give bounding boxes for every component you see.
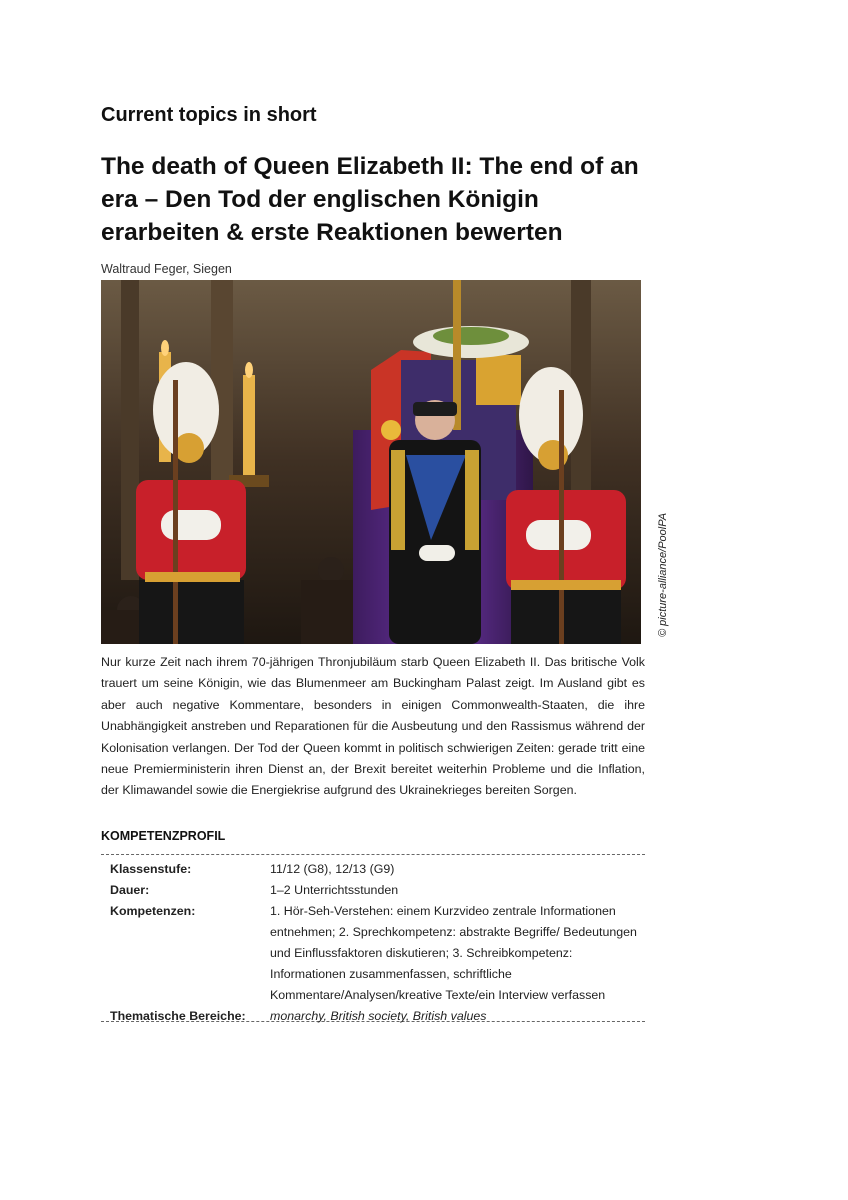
candle-right — [243, 375, 255, 475]
profile-key: Thematische Bereiche: — [110, 1009, 246, 1023]
intro-paragraph: Nur kurze Zeit nach ihrem 70-jährigen Thronjubiläum starb Queen Elizabeth II. Das britische Volk trauert um seine Königin, wie das Blumenmeer am Buckingham Palast zeigt. Im Ausland gibt es aber auch negative Kommentare, besonders in einigen Commonwealth-Staaten, die ihre Unabhängigkeit anstreben und Reparationen für die Ausbeutung und den Rassismus während der Kolonisation verlangen. Der Tod der Queen kommt in politisch schwierigen Zeiten: gerade tritt eine neue Premierministerin ihren Dienst an, der Brexit bereitet weiterhin Probleme und die Inflation, der Klimawandel sowie die Energiekrise aufgrund des Ukrainekrieges bereiten Sorgen. — [101, 655, 645, 798]
profile-value: monarchy, British society, British values — [270, 1009, 487, 1023]
competence-profile-table — [101, 854, 645, 1022]
profile-row-topics — [101, 1006, 645, 1027]
profile-heading: KOMPETENZPROFIL — [101, 829, 226, 843]
author-line: Waltraud Feger, Siegen — [101, 262, 232, 276]
profile-row-duration — [101, 880, 645, 901]
profile-value: 1–2 Unterrichtsstunden — [270, 883, 399, 897]
article-title: The death of Queen Elizabeth II: The end of an era – Den Tod der englischen Königin erarbeiten & erste Reaktionen bewerten — [101, 153, 639, 246]
profile-key: Klassenstufe: — [110, 862, 192, 876]
profile-value: 1. Hör-Seh-Verstehen: einem Kurzvideo zentrale Informationen entnehmen; 2. Sprechkompetenz: abstrakte Begriffe/ Bedeutungen und Einflussfaktoren diskutieren; 3. Schreibkompetenz: Informationen zusammenfassen, schriftliche Kommentare/Analysen/kreative Texte/ein Interview verfassen — [270, 904, 637, 1002]
profile-key: Dauer: — [110, 883, 150, 897]
profile-key: Kompetenzen: — [110, 904, 196, 918]
article-photo — [101, 280, 641, 644]
profile-row-grade — [101, 859, 645, 880]
photo-credit: © picture-alliance/PoolPA — [657, 512, 669, 637]
profile-row-competences — [101, 901, 645, 1006]
photo-illustration — [101, 280, 641, 644]
profile-value: 11/12 (G8), 12/13 (G9) — [270, 862, 395, 876]
section-label: Current topics in short — [101, 104, 317, 126]
